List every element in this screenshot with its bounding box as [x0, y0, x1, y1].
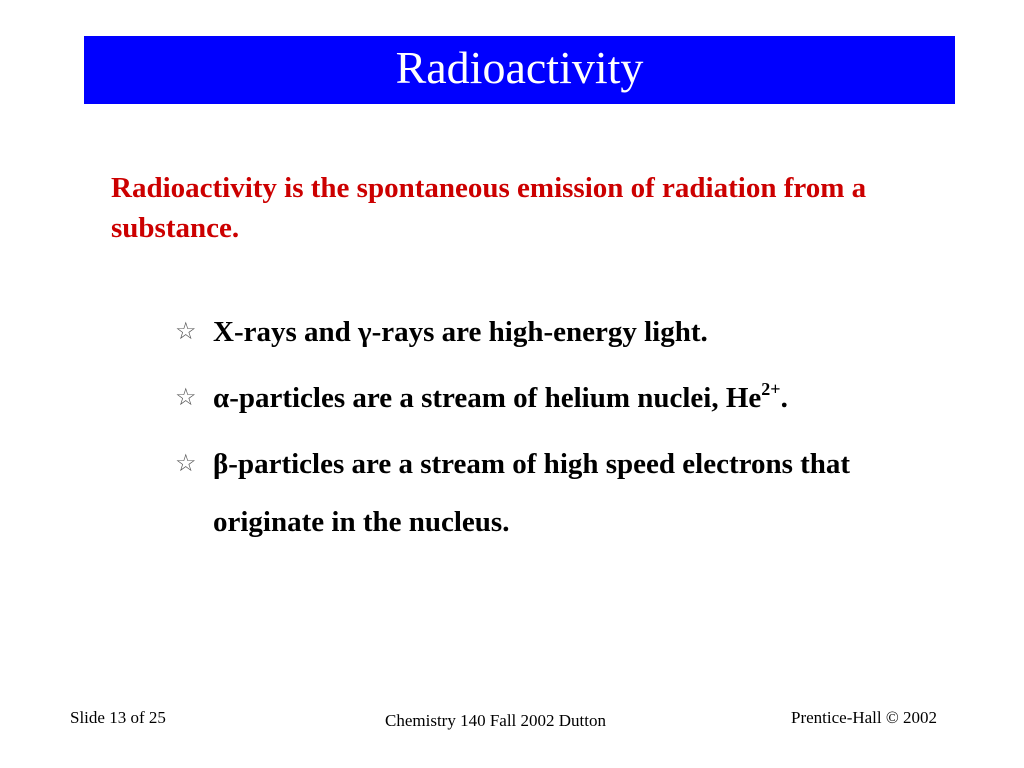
greek-symbol: β	[213, 448, 229, 480]
slide-number: Slide 13 of 25	[70, 708, 166, 727]
bullet-list	[175, 303, 935, 559]
star-outline-icon: ☆	[175, 319, 197, 345]
bullet-post: -particles are a stream of high speed electrons that originate in the nucleus.	[213, 448, 851, 538]
bullet-item	[175, 435, 935, 551]
slide-title: Radioactivity	[395, 42, 644, 93]
bullet-post: -rays are high-energy light.	[371, 316, 708, 348]
bullet-trail: .	[780, 382, 788, 414]
bullet-pre: X-rays and	[213, 316, 359, 348]
greek-symbol: γ	[358, 316, 372, 348]
copyright-notice: Prentice-Hall © 2002	[791, 708, 938, 727]
superscript: 2+	[761, 379, 781, 399]
bullet-text	[213, 379, 788, 414]
bullet-item	[175, 303, 935, 361]
definition-text: Radioactivity is the spontaneous emission of radiation from a substance.	[111, 172, 867, 244]
course-name: Chemistry 140 Fall 2002 Dutton	[385, 711, 606, 730]
title-bar	[84, 36, 955, 104]
bullet-text	[213, 316, 708, 348]
bullet-post: -particles are a stream of helium nuclei, He	[229, 382, 762, 414]
greek-symbol: α	[213, 382, 230, 414]
star-outline-icon: ☆	[175, 385, 197, 411]
star-outline-icon: ☆	[175, 451, 197, 477]
bullet-item	[175, 369, 935, 427]
bullet-text	[213, 448, 850, 538]
